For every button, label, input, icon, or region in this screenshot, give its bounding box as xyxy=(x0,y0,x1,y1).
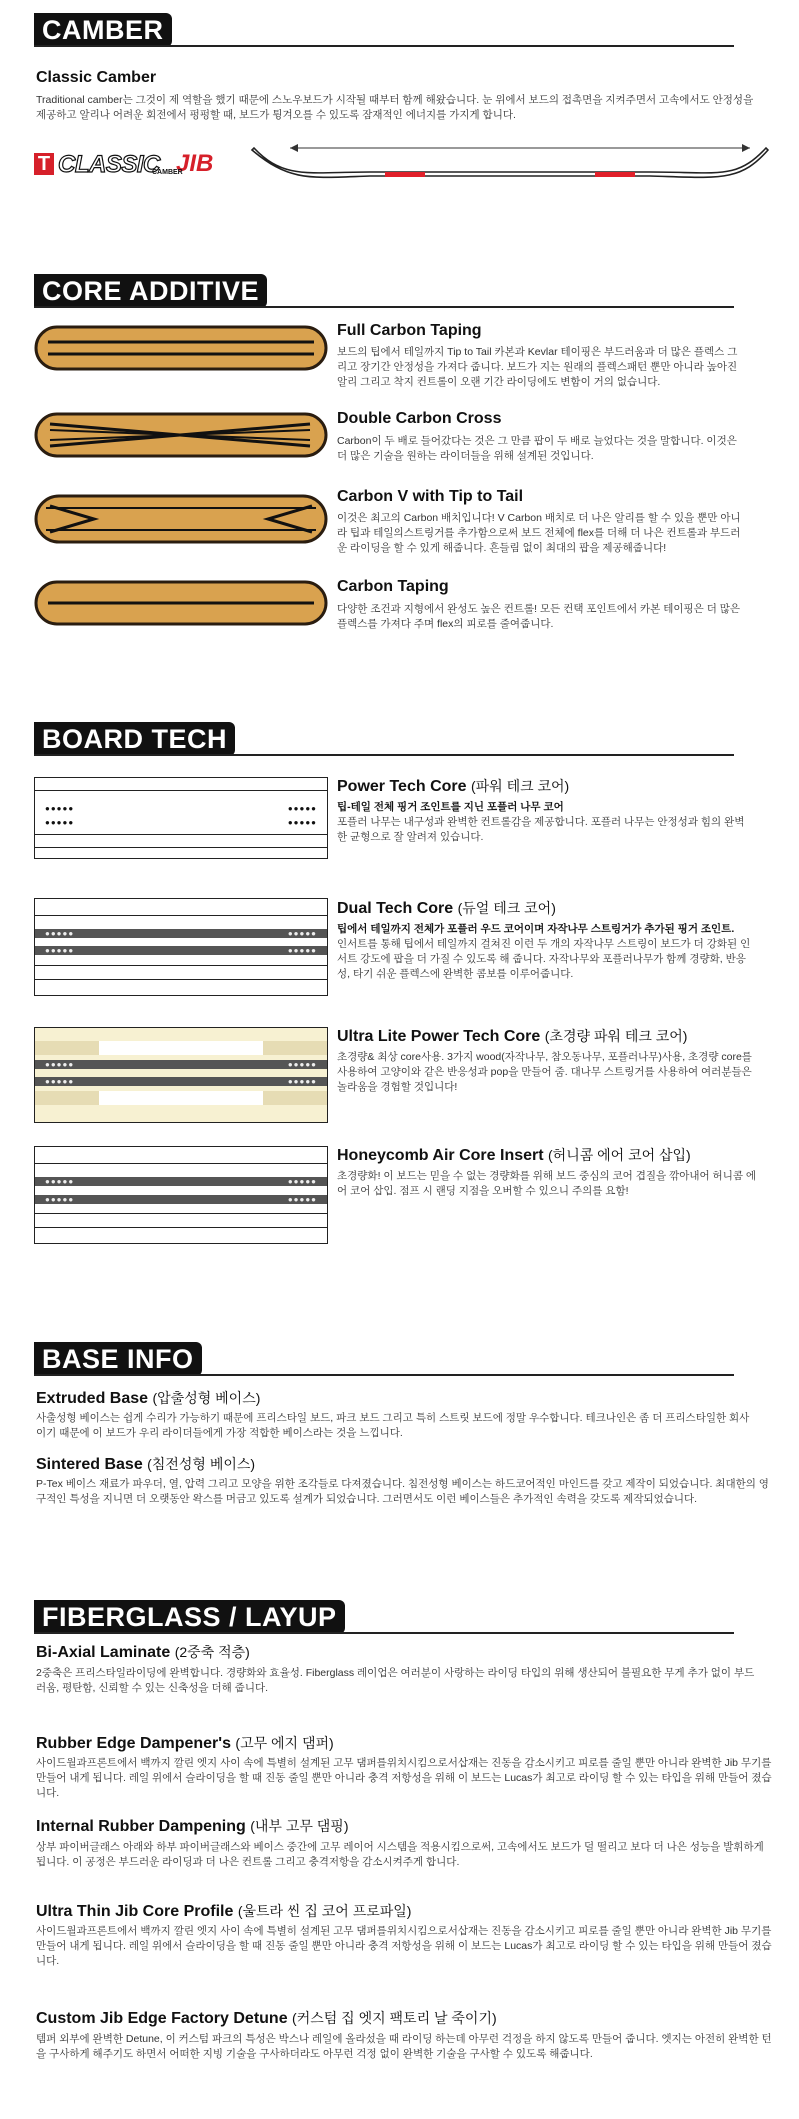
section-divider xyxy=(34,45,734,47)
fiber-title-2: Rubber Edge Dampener's (고무 에지 댐퍼) xyxy=(36,1735,334,1752)
classic-camber-logo xyxy=(34,150,244,178)
tech-title-4: Honeycomb Air Core Insert (허니콤 에어 코어 삽입) xyxy=(337,1147,691,1164)
camber-profile-diagram xyxy=(250,138,770,194)
tech-lead-1: 팁-테일 전체 핑거 조인트를 지닌 포플러 나무 코어 xyxy=(337,801,564,813)
logo-small: CAMBER xyxy=(152,169,183,176)
tech-body-4: 초경량화! 이 보드는 믿을 수 없는 경량화를 위해 보드 중심의 코어 겹질을 깎아내어 허니콤 에어 코어 삽입. 점프 시 랜딩 지점을 오버할 수 있으니 주의를 요함! xyxy=(337,1170,757,1197)
section-divider xyxy=(34,306,734,308)
power-tech-core-diagram: ●●●●● ●●●●● ●●●●● ●●●●● xyxy=(34,777,328,859)
camber-contact-left xyxy=(385,172,425,177)
arrowhead-right xyxy=(742,144,750,152)
core-title-4: Carbon Taping xyxy=(337,578,449,595)
section-divider xyxy=(34,1374,734,1376)
dual-tech-core-diagram: ●●●●● ●●●●● ●●●●● ●●●●● xyxy=(34,898,328,996)
fiber-body-2: 사이드월과프론트에서 백까지 깔린 엣지 사이 속에 특별히 설계된 고무 댐퍼를위치시킴으로서삽재는 진동을 감소시키고 피로를 줄일 뿐만 아니라 완벽한 Jib 무기를 만들어 내게 됩니다. 레일 위에서 슬라이딩을 할 때 진동 줄일 뿐만 아니라 충격 저항성을 위해 이 보드는 Lucas가 최고로 라이딩 할 수 있는 타입을 위해 만들어 졌습니다. xyxy=(36,1757,772,1799)
base-title-1: Extruded Base (압출성형 베이스) xyxy=(36,1390,261,1407)
camber-body: Traditional camber는 그것이 제 역할을 했기 때문에 스노우보드가 시작될 때부터 함께 해왔습니다. 눈 위에서 보드의 접촉면을 지켜주면서 고속에서도 안정성을 제공하고 알리나 어려운 회전에서 펑펑할 때, 보드가 튕겨오를 수 있도록 잠재적인 에너지를 가지게 합니다. xyxy=(36,94,754,121)
core-body-1: 보드의 팁에서 테일까지 Tip to Tail 카본과 Kevlar 테이핑은 부드러움과 더 많은 플렉스 그리고 장기간 안정성을 가져다 줍니다. 보드가 지는 원래의 플렉스패턴 뿐만 아니라 높아진 알리 그리고 착지 컨트롤이 오랜 기간 라이딩에도 변함이 거의 없습니다. xyxy=(337,346,738,388)
fiber-body-5: 템퍼 외부에 완벽한 Detune, 이 커스텀 파크의 특성은 박스나 레일에 올라섰을 때 라이딩 하는데 아무런 걱정을 하지 않도록 만들어 줍니다. 엣지는 아전히 완벽한 턴을 구사하게 해주기도 하면서 어떠한 지빙 기술을 구사하더라도 아무런 걱정 없이 완벽한 기술을 구사할 수 있도록 해줍니다. xyxy=(36,2033,772,2060)
board-carbon-taping xyxy=(34,580,328,626)
fiber-body-4: 사이드월과프론트에서 백까지 깔린 엣지 사이 속에 특별히 설계된 고무 댐퍼를위치시킴으로서삽재는 진동을 감소시키고 피로를 줄일 뿐만 아니라 완벽한 Jib 무기를 만들어 내게 됩니다. 레일 위에서 슬라이딩을 할 때 진동 줄일 뿐만 아니라 충격 저항성을 위해 이 보드는 Lucas가 최고로 라이딩 할 수 있는 타입을 위해 만들어 졌습니다. xyxy=(36,1925,772,1967)
fiber-body-3: 상부 파이버글래스 아래와 하부 파이버글래스와 베이스 중간에 고무 레이어 시스템을 적용시킴으로써, 고속에서도 보드가 덜 떨리고 보다 더 나은 성능을 발휘하게 됩니다. 이 공정은 부드러운 라이딩과 더 나은 컨트롤 그리고 충격저항을 감소시켜주게 합니다. xyxy=(36,1841,764,1868)
board-double-carbon-cross xyxy=(34,412,328,458)
base-title-2: Sintered Base (침전성형 베이스) xyxy=(36,1456,256,1473)
fiber-title-1: Bi-Axial Laminate (2중축 적층) xyxy=(36,1644,250,1661)
core-title-3: Carbon V with Tip to Tail xyxy=(337,488,524,505)
tech-body-1: 포플러 나무는 내구성과 완벽한 컨트롤감을 제공합니다. 포플러 나무는 안정성과 힘의 완벽한 균형으로 잘 알려져 있습니다. xyxy=(337,816,745,843)
fiber-body-1: 2중축은 프리스타일라이딩에 완벽합니다. 경량화와 효율성. Fiberglass 레이업은 여러분이 사랑하는 라이딩 타입의 위해 생산되어 불필요한 무게 추가 없이 부드러움, 평탄함, 신뢰할 수 있는 신축성을 더해 줍니다. xyxy=(36,1667,755,1694)
camber-contact-right xyxy=(595,172,635,177)
board-full-carbon-taping xyxy=(34,325,328,371)
fiber-title-3: Internal Rubber Dampening (내부 고무 댐핑) xyxy=(36,1818,349,1835)
arrowhead-left xyxy=(290,144,298,152)
core-title-1: Full Carbon Taping xyxy=(337,322,482,339)
camber-board-shape xyxy=(252,148,768,177)
base-body-2: P-Tex 베이스 재료가 파우더, 열, 압력 그리고 모양을 위한 조각들로 다져졌습니다. 침전성형 베이스는 하드코어적인 마인드를 갖고 제작이 되었습니다. 최대한의 영구적인 특성을 지니면 더 오랫동안 왁스를 머금고 있도록 설계가 되었습니다. 그러면서도 이런 베이스들은 추가적인 속력을 갖도록 제작되었습니다. xyxy=(36,1478,769,1505)
camber-title: Classic Camber xyxy=(36,69,157,86)
fiber-title-4: Ultra Thin Jib Core Profile (울트라 씬 집 코어 프로파일) xyxy=(36,1903,412,1920)
fiber-title-5: Custom Jib Edge Factory Detune (커스텀 집 엣지 팩토리 날 죽이기) xyxy=(36,2010,497,2027)
tech-title-3: Ultra Lite Power Tech Core (초경량 파워 테크 코어) xyxy=(337,1028,688,1045)
core-body-3: 이것은 최고의 Carbon 배치입니다! V Carbon 배치로 더 나은 알리를 할 수 있을 뿐만 아니라 팁과 테일의스트링거를 추가함으로써 보드 전체에 flex를 더해 더 나은 컨트롤과 부드러운 라이딩을 할 수 있게 해줍니다. 흔들림 없이 최대의 팝을 제공해줍니다! xyxy=(337,512,741,554)
logo-brand: JIB xyxy=(176,150,214,177)
section-header-camber: CAMBER xyxy=(34,13,172,47)
tech-body-3: 초경량& 최상 core사용. 3가지 wood(자작나무, 참오동나무, 포플러나무)사용, 초경량 core를 사용하여 고양이와 같은 반응성과 pop을 만들어 줌. 대나무 스트링거를 사용하여 여러분들은 놀라움을 경험할 것입니다! xyxy=(337,1051,752,1093)
section-header-fiberglass: FIBERGLASS / LAYUP xyxy=(34,1600,345,1634)
tech-lead-2: 팁에서 테일까지 전체가 포플러 우드 코어이며 자작나무 스트링거가 추가된 핑거 조인트. xyxy=(337,923,735,935)
ultra-lite-power-tech-core-diagram: ●●●●● ●●●●● ●●●●● ●●●●● xyxy=(34,1027,328,1123)
tech-title-1: Power Tech Core (파워 테크 코어) xyxy=(337,778,570,795)
tech-body-2: 인서트를 통해 팁에서 테일까지 걸쳐진 이런 두 개의 자작나무 스트링이 보드가 더 강화된 인서트 강도에 팝을 더 가질 수 있도록 해 줍니다. 자작나무와 포플러나무가 함께 경량화, 반응성, 타기 쉬운 플렉스에 완벽한 콤보를 이루어줍니다. xyxy=(337,938,751,980)
board-carbon-v-tip-to-tail xyxy=(34,494,328,544)
section-divider xyxy=(34,1632,734,1634)
section-header-base-info: BASE INFO xyxy=(34,1342,202,1376)
section-header-core-additive: CORE ADDITIVE xyxy=(34,274,267,308)
section-divider xyxy=(34,754,734,756)
honeycomb-air-core-diagram: ●●●●● ●●●●● ●●●●● ●●●●● xyxy=(34,1146,328,1244)
tech-title-2: Dual Tech Core (듀얼 테크 코어) xyxy=(337,900,556,917)
base-body-1: 사출성형 베이스는 쉽게 수리가 가능하기 때문에 프리스타일 보드, 파크 보드 그리고 특히 스트릿 보드에 정말 우수합니다. 테크나인은 좀 더 프리스타일한 회사이기 때문에 이 보드가 우리 라이더들에게 가장 적합한 베이스라는 것을 느낍니다. xyxy=(36,1412,750,1439)
core-body-4: 다양한 조건과 지형에서 완성도 높은 컨트롤! 모든 컨택 포인트에서 카본 테이핑은 더 많은 플렉스를 가져다 주며 flex의 피로를 줄여줍니다. xyxy=(337,603,741,630)
section-header-board-tech: BOARD TECH xyxy=(34,722,235,756)
logo-mark: T xyxy=(34,153,54,175)
logo-text: CLASSIC xyxy=(58,151,160,178)
core-body-2: Carbon이 두 배로 들어갔다는 것은 그 만큼 팝이 두 배로 늘었다는 것을 말합니다. 이것은 더 많은 기술을 원하는 라이더들을 위해 설계된 것입니다. xyxy=(337,435,737,462)
core-title-2: Double Carbon Cross xyxy=(337,410,502,427)
